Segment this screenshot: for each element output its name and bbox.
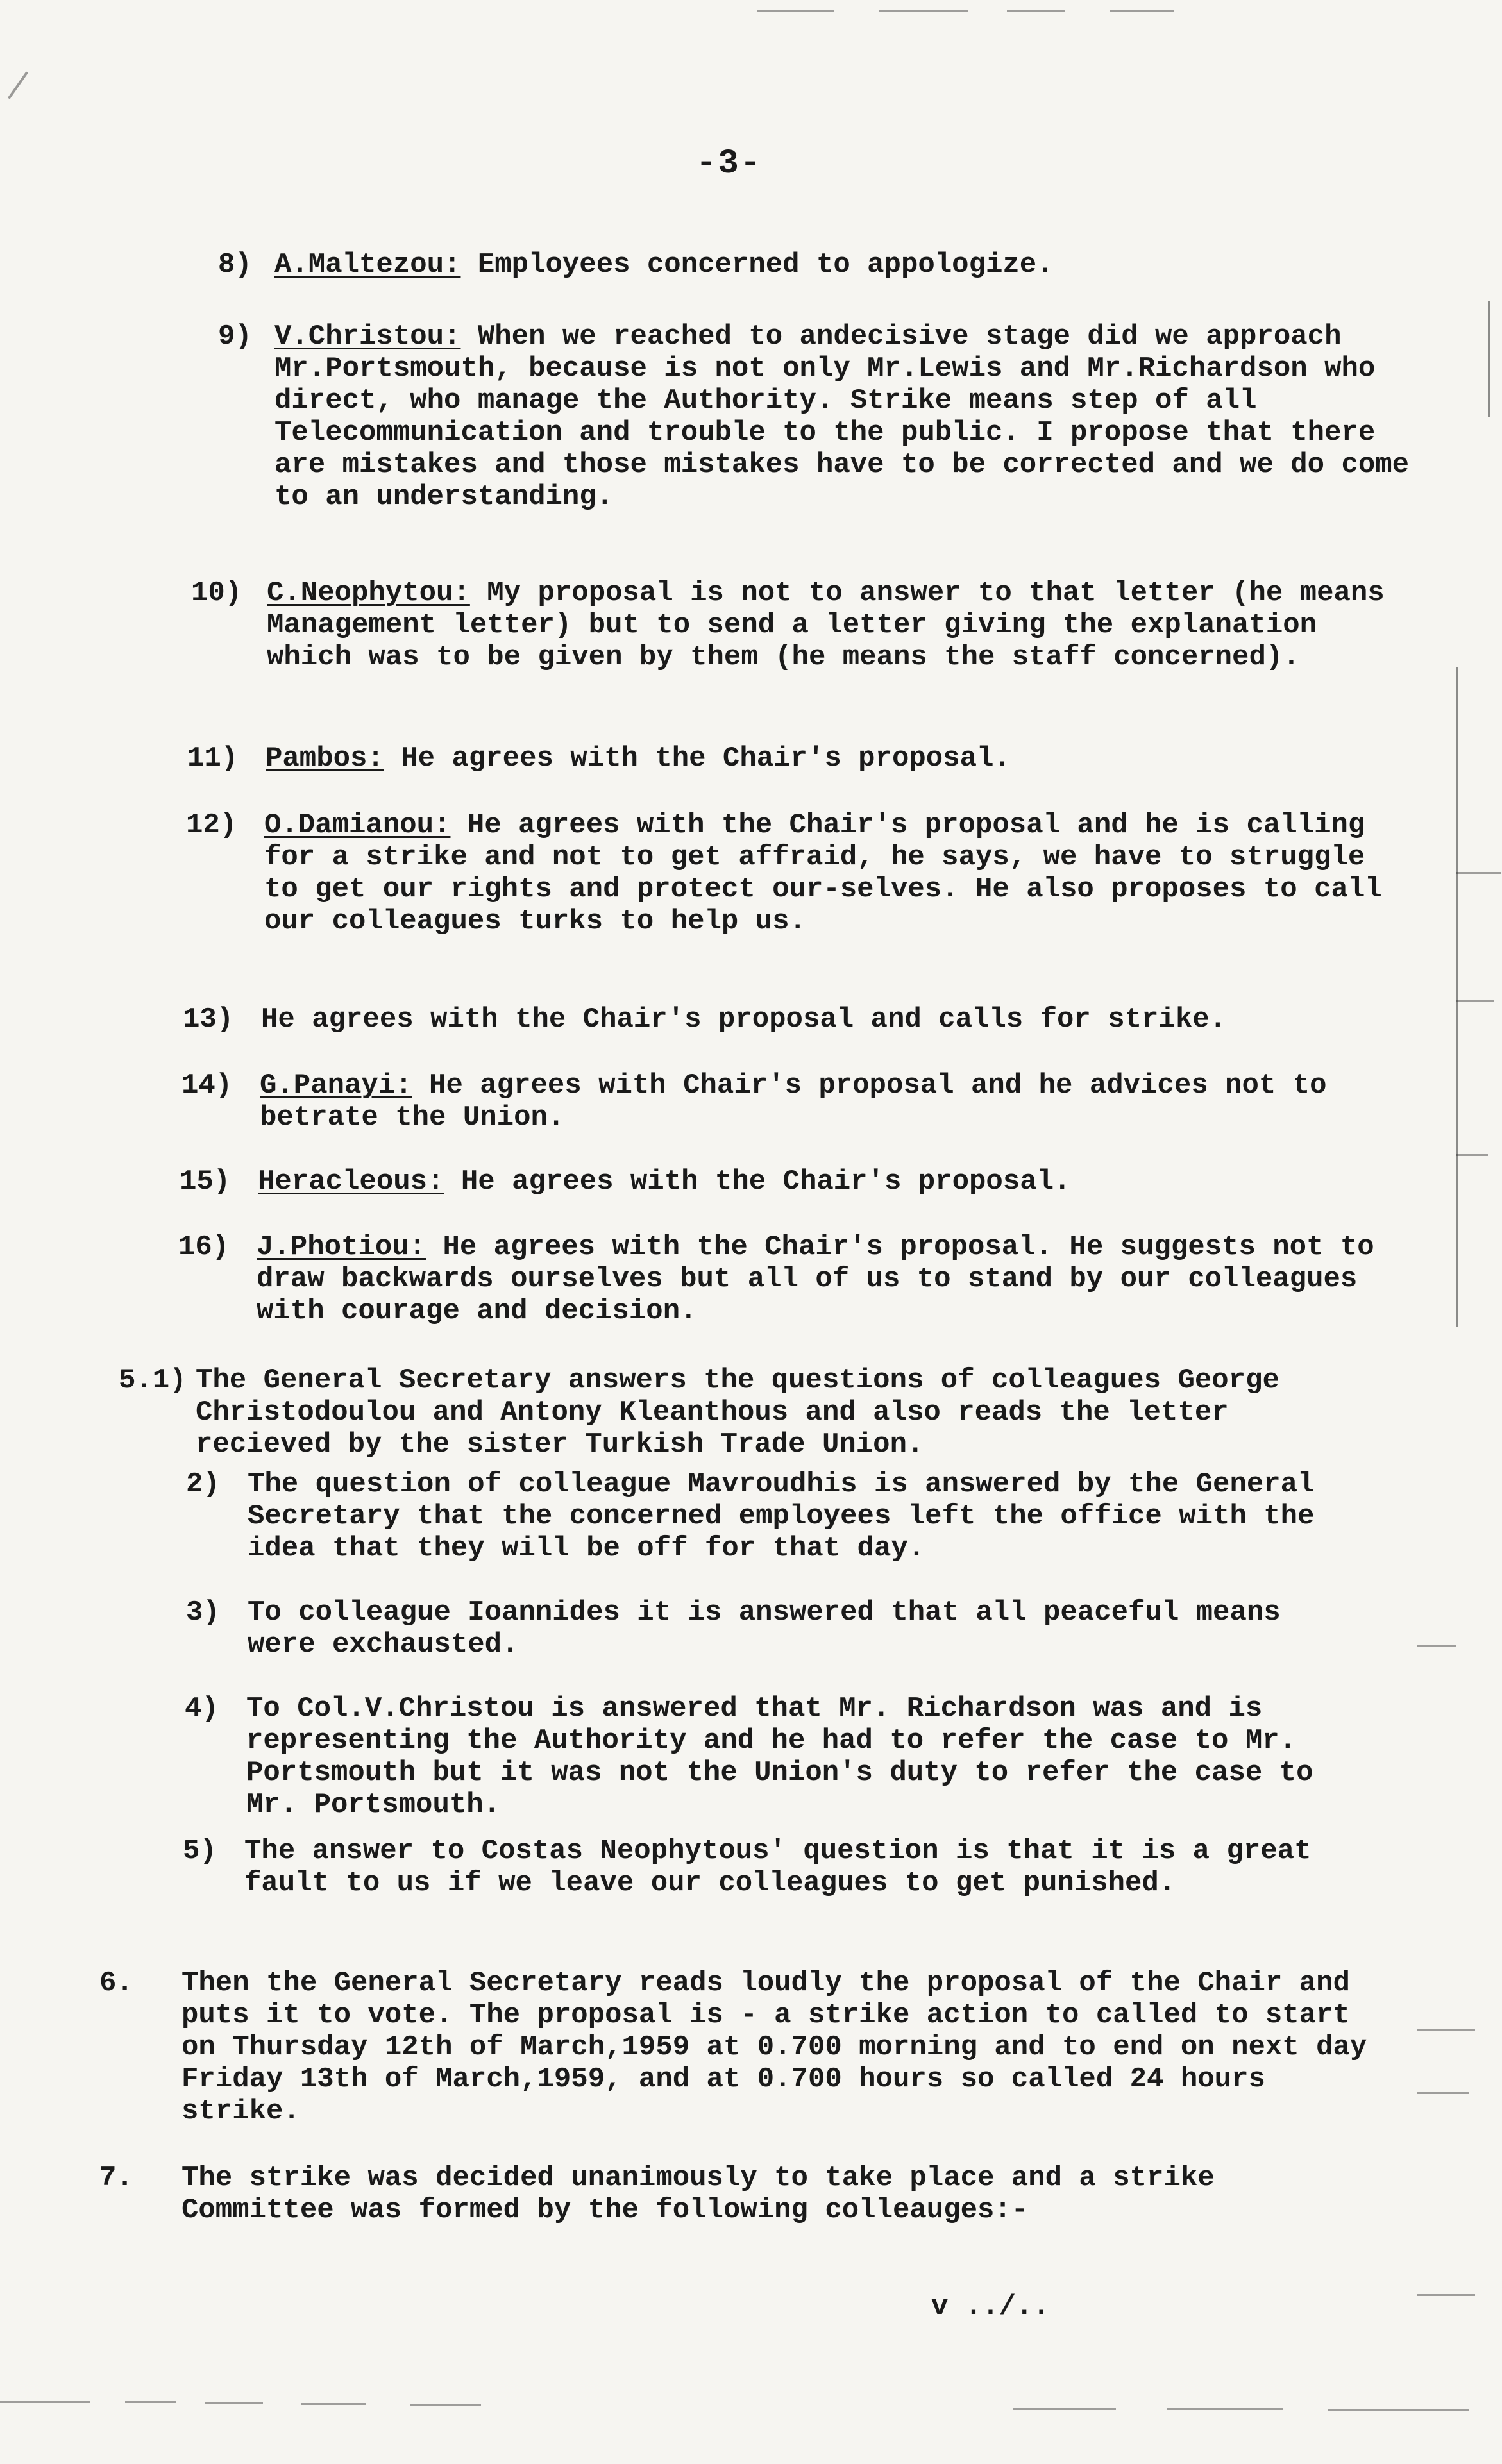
speaker-name: O.Damianou:	[264, 809, 451, 841]
answer-item	[186, 1468, 1360, 1564]
answer-item	[186, 1597, 1360, 1661]
answer-text: To colleague Ioannides it is answered that all peaceful means were exchausted.	[248, 1597, 1281, 1661]
item-number: 13)	[183, 1003, 234, 1035]
item-number: 16)	[178, 1231, 230, 1263]
speaker-name: C.Neophytou:	[267, 577, 470, 609]
margin-dash	[1456, 872, 1501, 874]
list-item	[186, 809, 1405, 937]
item-text: He agrees with the Chair's proposal and he is calling for a strike and not to get affraid, he says, we have to struggle to get our rights and protect our-selves. He also proposes to call our colleagues turks to help us.	[264, 809, 1382, 937]
bottom-dash	[1328, 2409, 1469, 2411]
list-item	[191, 577, 1410, 673]
item-number: 12)	[186, 809, 237, 841]
answer-item	[185, 1693, 1358, 1821]
margin-dash	[1417, 2294, 1475, 2296]
list-item	[181, 1069, 1400, 1134]
item-text: My proposal is not to answer to that letter (he means Management letter) but to send a letter giving the explanation which was to be given by them (he means the staff concerned).	[267, 577, 1385, 673]
answer-number: 4)	[185, 1693, 219, 1725]
speaker-name: J.Photiou:	[257, 1231, 426, 1263]
list-item	[183, 1003, 1401, 1035]
paragraph-number: 7.	[99, 2162, 133, 2194]
list-item	[218, 249, 1424, 281]
item-number: 9)	[218, 321, 252, 353]
bottom-dash	[1013, 2408, 1116, 2410]
answer-item	[183, 1835, 1356, 1899]
top-dash	[879, 10, 968, 12]
margin-line	[1456, 667, 1458, 1327]
margin-dash	[1456, 1154, 1488, 1156]
bottom-dash	[410, 2404, 481, 2406]
speaker-name: A.Maltezou:	[274, 249, 461, 281]
margin-dash	[1417, 2029, 1475, 2031]
answer-text: To Col.V.Christou is answered that Mr. Richardson was and is representing the Authority and he had to refer the case to Mr. Portsmouth but it was not the Union's duty to refer the case to Mr. Portsmouth.	[246, 1693, 1313, 1821]
margin-dash	[1456, 1000, 1494, 1002]
list-item	[180, 1166, 1398, 1198]
bottom-dash	[301, 2403, 366, 2405]
speaker-name: G.Panayi:	[260, 1069, 412, 1102]
bottom-dash	[125, 2401, 176, 2403]
item-text: He agrees with Chair's proposal and he advices not to betrate the Union.	[260, 1069, 1327, 1134]
bottom-dash	[1167, 2408, 1283, 2410]
speaker-name: Pambos:	[266, 742, 384, 775]
item-number: 11)	[187, 742, 239, 775]
item-number: 8)	[218, 249, 252, 281]
continuation-marker: v ../..	[931, 2291, 1050, 2323]
speaker-name: Heracleous:	[258, 1166, 444, 1198]
answer-number: 2)	[186, 1468, 220, 1500]
list-item	[218, 321, 1424, 513]
item-text: He agrees with the Chair's proposal.	[384, 742, 1011, 775]
margin-dash	[1417, 2092, 1469, 2094]
answer-number: 5)	[183, 1835, 217, 1867]
top-dash	[757, 10, 834, 12]
item-number: 10)	[191, 577, 242, 609]
bottom-dash	[0, 2401, 90, 2403]
list-item	[187, 742, 1406, 775]
corner-mark	[8, 71, 28, 99]
margin-line	[1488, 301, 1490, 417]
item-text: He agrees with the Chair's proposal and calls for strike.	[261, 1003, 1227, 1035]
paragraph-number: 6.	[99, 1967, 133, 1999]
answer-number: 3)	[186, 1597, 220, 1629]
paragraph	[99, 1967, 1382, 2127]
item-number: 15)	[180, 1166, 231, 1198]
list-item	[178, 1231, 1410, 1327]
item-text: Employees concerned to appologize.	[460, 249, 1054, 281]
top-dash	[1007, 10, 1065, 12]
answer-text: The question of colleague Mavroudhis is answered by the General Secretary that the concerned employees left the office with the idea that they will be off for that day.	[248, 1468, 1315, 1564]
paragraph-text: The strike was decided unanimously to take place and a strike Committee was formed by the following colleauges:-	[181, 2162, 1215, 2226]
page-number: -3-	[696, 144, 763, 183]
answer-number: 5.1)	[119, 1364, 187, 1396]
top-dash	[1110, 10, 1174, 12]
margin-dash	[1417, 1645, 1456, 1647]
paragraph-text: Then the General Secretary reads loudly the proposal of the Chair and puts it to vote. The proposal is - a strike action to called to start on Thursday 12th of March,1959 at 0.700 morning and to end on next day Friday 13th of March,1959, and at 0.700 hours so called 24 hours strike.	[181, 1967, 1367, 2127]
item-text: When we reached to andecisive stage did we approach Mr.Portsmouth, because is not only Mr.Lewis and Mr.Richardson who direct, who manage the Authority. Strike means step of all Telecommunication and trouble to the public. I propose that there are mistakes and those mistakes have to be corrected and we do come to an understanding.	[274, 321, 1410, 513]
item-text: He agrees with the Chair's proposal. He suggests not to draw backwards ourselves but all of us to stand by our colleagues with courage and decision.	[257, 1231, 1374, 1327]
item-number: 14)	[181, 1069, 233, 1102]
speaker-name: V.Christou:	[274, 321, 461, 353]
answer-item	[119, 1364, 1356, 1461]
item-text: He agrees with the Chair's proposal.	[444, 1166, 1071, 1198]
paragraph	[99, 2162, 1382, 2226]
answer-text: The General Secretary answers the questions of colleagues George Christodoulou and Antony Kleanthous and also reads the letter recieved by the sister Turkish Trade Union.	[196, 1364, 1279, 1461]
answer-text: The answer to Costas Neophytous' question is that it is a great fault to us if we leave our colleagues to get punished.	[244, 1835, 1312, 1899]
bottom-dash	[205, 2402, 263, 2404]
